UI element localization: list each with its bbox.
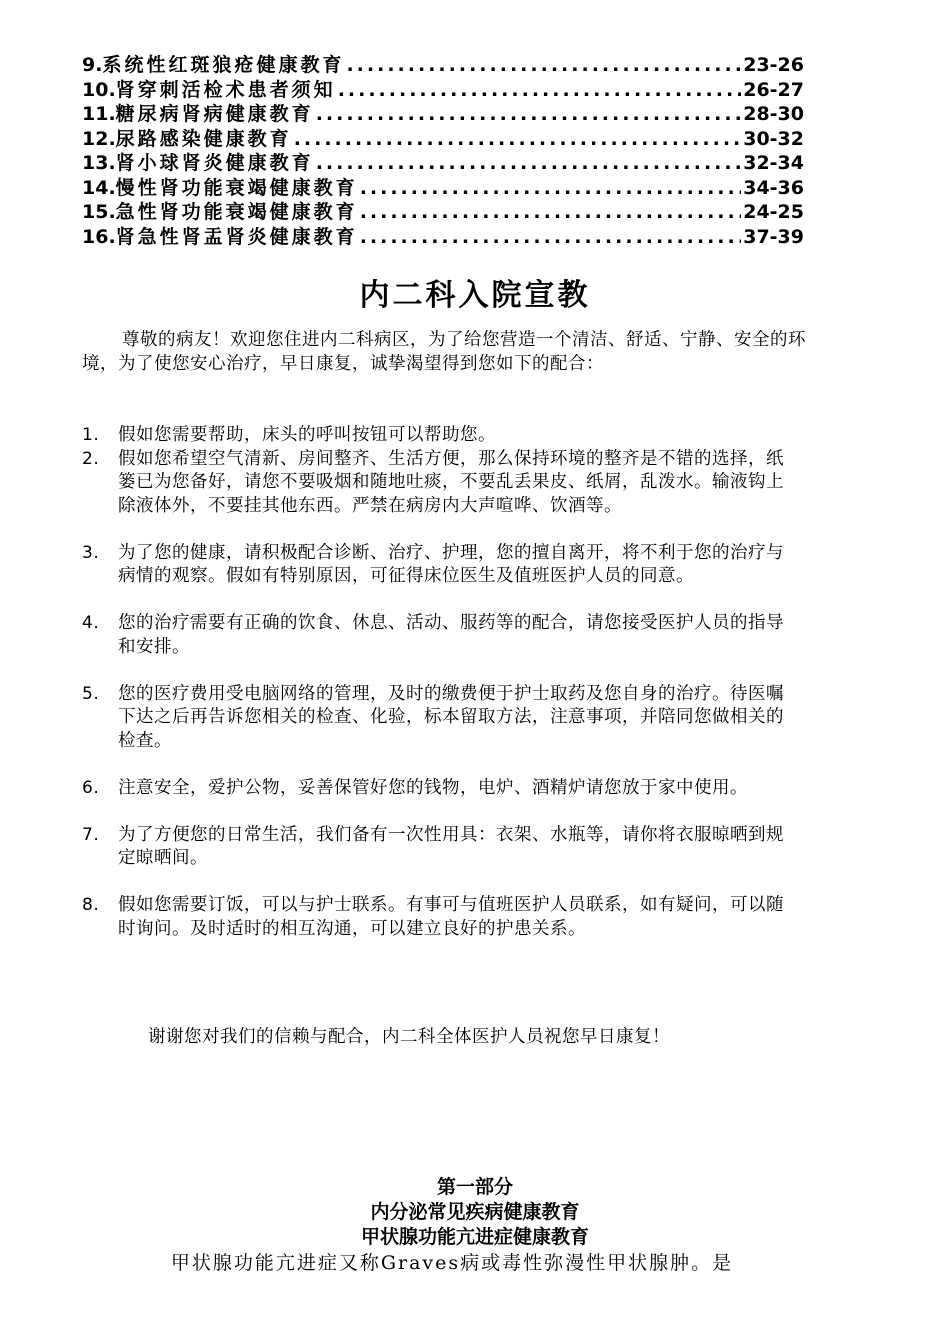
toc-leader-dots — [338, 79, 742, 101]
toc-title: 肾急性肾盂肾炎健康教育 — [115, 225, 358, 248]
item-number: 5. — [82, 683, 100, 704]
topic-title: 甲状腺功能亢进症健康教育 — [360, 1226, 589, 1248]
toc-leader-dots — [294, 128, 742, 150]
list-item — [82, 824, 792, 871]
list-item — [82, 612, 792, 659]
toc-pages: 34-36 — [743, 176, 804, 199]
toc-number: 12. — [82, 127, 116, 150]
item-number: 4. — [82, 613, 100, 633]
page-title: 内二科入院宣教 — [359, 278, 591, 313]
item-text: 为了方便您的日常生活，我们备有一次性用具：衣架、水瓶等，请你将衣服晾晒到规定晾晒间。 — [118, 824, 784, 868]
item-number: 2. — [82, 448, 100, 469]
toc-pages: 28-30 — [743, 103, 804, 125]
toc-pages: 26-27 — [743, 78, 804, 101]
item-text: 假如您希望空气清新、房间整齐、生活方便，那么保持环境的整齐是不错的选择，纸篓已为您备好，请您不要吸烟和随地吐痰，不要乱丢果皮、纸屑，乱泼水。输液钩上除液体外，不要挂其他东西。严禁在病房内大声喧哗、饮酒等。 — [118, 448, 784, 516]
notice-list — [82, 424, 792, 941]
toc-number: 10. — [82, 78, 116, 101]
toc-entry[interactable] — [82, 222, 804, 247]
toc-pages: 37-39 — [743, 225, 804, 248]
item-text: 注意安全，爱护公物，妥善保管好您的钱物，电炉、酒精炉请您放于家中使用。 — [118, 777, 748, 798]
body-text-line: 甲状腺功能亢进症又称Graves病或毒性弥漫性甲状腺肿。是 — [170, 1252, 734, 1274]
toc-leader-dots — [346, 54, 741, 76]
toc-title: 急性肾功能衰竭健康教育 — [115, 201, 358, 223]
part-subtitle: 内分泌常见疾病健康教育 — [370, 1201, 580, 1223]
toc-number: 9. — [82, 54, 103, 76]
toc-title: 尿路感染健康教育 — [115, 127, 292, 150]
item-text: 假如您需要订饭，可以与护士联系。有事可与值班医护人员联系，如有疑问，可以随时询问。及时适时的相互沟通，可以建立良好的护患关系。 — [118, 895, 784, 939]
toc-pages: 24-25 — [743, 201, 804, 223]
toc-leader-dots — [316, 152, 742, 174]
item-number: 8. — [82, 895, 100, 915]
toc-pages: 32-34 — [743, 152, 804, 174]
list-item — [82, 683, 792, 754]
toc-number: 15. — [82, 201, 116, 223]
toc-entry[interactable] — [82, 197, 804, 222]
item-number: 1. — [82, 425, 100, 445]
toc-title: 系统性红斑狼疮健康教育 — [102, 54, 345, 76]
part-label: 第一部分 — [436, 1176, 513, 1198]
section-heading — [0, 1175, 950, 1250]
toc-number: 13. — [82, 152, 116, 174]
list-item — [82, 894, 792, 941]
item-number: 6. — [82, 777, 100, 798]
list-item — [82, 777, 792, 801]
item-number: 3. — [82, 542, 100, 563]
item-text: 您的医疗费用受电脑网络的管理，及时的缴费便于护士取药及您自身的治疗。待医嘱下达之后再告诉您相关的检查、化验，标本留取方法，注意事项，并陪同您做相关的检查。 — [118, 683, 784, 751]
item-text: 您的治疗需要有正确的饮食、休息、活动、服药等的配合，请您接受医护人员的指导和安排。 — [118, 613, 784, 657]
toc-number: 11. — [82, 103, 116, 125]
toc-pages: 30-32 — [743, 127, 804, 150]
toc-title: 慢性肾功能衰竭健康教育 — [115, 176, 358, 199]
toc-leader-dots — [316, 103, 742, 125]
toc-pages: 23-26 — [743, 54, 804, 76]
list-item — [82, 424, 792, 448]
intro-paragraph: 尊敬的病友！欢迎您住进内二科病区，为了给您营造一个清洁、舒适、宁静、安全的环境，为了使您安心治疗，早日康复，诚挚渴望得到您如下的配合： — [82, 330, 806, 374]
toc-leader-dots — [360, 177, 742, 199]
table-of-contents — [82, 50, 804, 246]
item-text: 为了您的健康，请积极配合诊断、治疗、护理，您的擅自离开，将不利于您的治疗与病情的观察。假如有特别原因，可征得床位医生及值班医护人员的同意。 — [118, 542, 784, 586]
toc-entry[interactable] — [82, 75, 804, 100]
list-item — [82, 448, 792, 519]
toc-title: 肾穿刺活检术患者须知 — [115, 78, 336, 101]
toc-number: 14. — [82, 176, 116, 199]
toc-number: 16. — [82, 225, 116, 248]
item-text: 假如您需要帮助，床头的呼叫按钮可以帮助您。 — [118, 425, 496, 445]
closing-thanks: 谢谢您对我们的信赖与配合，内二科全体医护人员祝您早日康复！ — [148, 1027, 670, 1047]
toc-entry[interactable] — [82, 173, 804, 198]
toc-entry[interactable] — [82, 148, 804, 173]
list-item — [82, 542, 792, 589]
toc-title: 肾小球肾炎健康教育 — [115, 152, 314, 174]
toc-entry[interactable] — [82, 50, 804, 75]
toc-leader-dots — [360, 226, 742, 248]
toc-entry[interactable] — [82, 99, 804, 124]
item-number: 7. — [82, 824, 100, 845]
toc-title: 糖尿病肾病健康教育 — [115, 103, 314, 125]
toc-leader-dots — [360, 201, 742, 223]
toc-entry[interactable] — [82, 124, 804, 149]
